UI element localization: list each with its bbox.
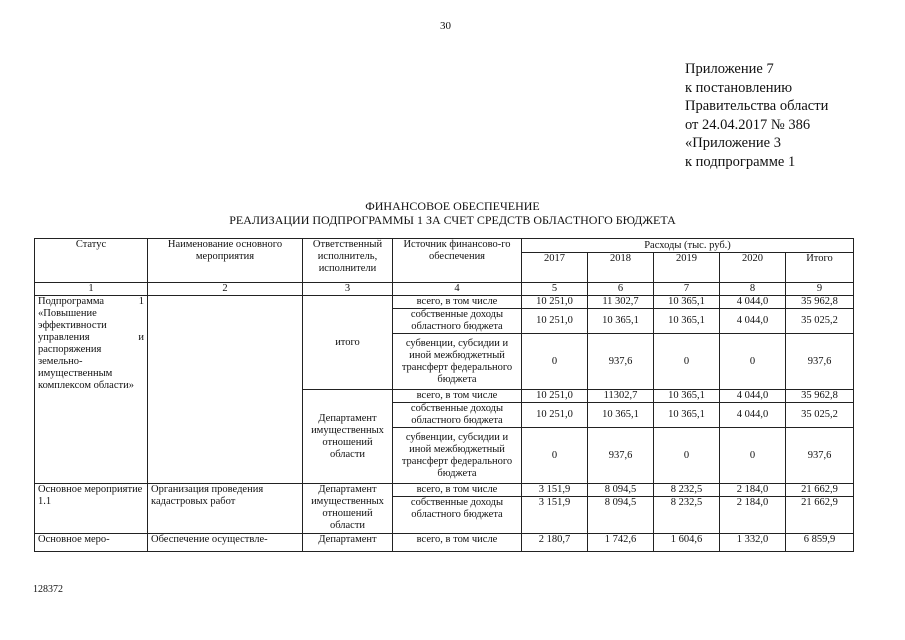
source-cell: всего, в том числе	[393, 484, 522, 497]
appendix-line: «Приложение 3	[685, 135, 781, 152]
column-number: 9	[786, 283, 854, 296]
measure-next-executor: Департамент	[303, 534, 393, 552]
appendix-block	[685, 60, 828, 172]
value-cell: 35 962,8	[786, 296, 854, 309]
source-cell: субвенции, субсидии и иной межбюджетный трансферт федерального бюджета	[393, 334, 522, 390]
value-cell: 3 151,9	[522, 484, 588, 497]
appendix-line: от 24.04.2017 № 386	[685, 116, 811, 133]
measure-next-status: Основное меро-	[35, 534, 148, 552]
value-cell: 0	[720, 334, 786, 390]
document-title: ФИНАНСОВОЕ ОБЕСПЕЧЕНИЕ	[365, 199, 540, 213]
column-number: 6	[588, 283, 654, 296]
value-cell: 4 044,0	[720, 390, 786, 403]
executor-department: Департамент имущественных отношений области	[303, 390, 393, 484]
appendix-line: Приложение 7	[685, 61, 774, 77]
value-cell: 0	[654, 428, 720, 484]
value-cell: 0	[720, 428, 786, 484]
appendix-line: к постановлению	[685, 79, 793, 96]
value-cell: 10 365,1	[654, 403, 720, 428]
value-cell: 10 251,0	[522, 309, 588, 334]
value-cell: 0	[654, 334, 720, 390]
header-total: Итого	[786, 253, 854, 283]
subprogram-status: Подпрограмма 1 «Повышение эффективности управления и распоряжения земельно-имущественным комплексом области»	[35, 296, 148, 484]
value-cell: 4 044,0	[720, 403, 786, 428]
value-cell: 3 151,9	[522, 497, 588, 534]
column-number: 5	[522, 283, 588, 296]
header-year-2018: 2018	[588, 253, 654, 283]
financing-table	[34, 238, 854, 552]
source-cell: всего, в том числе	[393, 390, 522, 403]
header-year-2017: 2017	[522, 253, 588, 283]
source-cell: собственные доходы областного бюджета	[393, 497, 522, 534]
document-subtitle: РЕАЛИЗАЦИИ ПОДПРОГРАММЫ 1 ЗА СЧЕТ СРЕДСТВ ОБЛАСТНОГО БЮДЖЕТА	[229, 213, 676, 227]
value-cell: 2 180,7	[522, 534, 588, 552]
value-cell: 1 604,6	[654, 534, 720, 552]
column-number: 3	[303, 283, 393, 296]
footer-code: 128372	[33, 584, 63, 595]
value-cell: 11 302,7	[588, 296, 654, 309]
value-cell: 1 332,0	[720, 534, 786, 552]
header-expenses: Расходы (тыс. руб.)	[522, 239, 854, 253]
measure-1-1-name: Организация проведения кадастровых работ	[148, 484, 303, 534]
header-source: Источник финансово-го обеспечения	[393, 239, 522, 283]
source-cell: собственные доходы областного бюджета	[393, 309, 522, 334]
value-cell: 1 742,6	[588, 534, 654, 552]
value-cell: 2 184,0	[720, 497, 786, 534]
executor-total: итого	[303, 296, 393, 390]
value-cell: 6 859,9	[786, 534, 854, 552]
value-cell: 4 044,0	[720, 296, 786, 309]
column-number: 7	[654, 283, 720, 296]
source-cell: всего, в том числе	[393, 534, 522, 552]
page-number: 30	[440, 20, 451, 32]
value-cell: 937,6	[786, 334, 854, 390]
source-cell: всего, в том числе	[393, 296, 522, 309]
value-cell: 35 962,8	[786, 390, 854, 403]
value-cell: 11302,7	[588, 390, 654, 403]
measure-next-name: Обеспечение осуществле-	[148, 534, 303, 552]
value-cell: 937,6	[588, 334, 654, 390]
value-cell: 10 365,1	[588, 309, 654, 334]
value-cell: 937,6	[786, 428, 854, 484]
value-cell: 21 662,9	[786, 484, 854, 497]
value-cell: 10 251,0	[522, 390, 588, 403]
value-cell: 4 044,0	[720, 309, 786, 334]
value-cell: 8 094,5	[588, 497, 654, 534]
source-cell: субвенции, субсидии и иной межбюджетный трансферт федерального бюджета	[393, 428, 522, 484]
header-status: Статус	[35, 239, 148, 283]
value-cell: 35 025,2	[786, 403, 854, 428]
header-year-2020: 2020	[720, 253, 786, 283]
value-cell: 0	[522, 334, 588, 390]
value-cell: 2 184,0	[720, 484, 786, 497]
value-cell: 10 365,1	[654, 296, 720, 309]
column-number: 1	[35, 283, 148, 296]
value-cell: 10 365,1	[588, 403, 654, 428]
value-cell: 0	[522, 428, 588, 484]
value-cell: 10 365,1	[654, 390, 720, 403]
header-executor: Ответственный исполнитель, исполнители	[303, 239, 393, 283]
value-cell: 35 025,2	[786, 309, 854, 334]
measure-1-1-status: Основное мероприятие 1.1	[35, 484, 148, 534]
column-number: 8	[720, 283, 786, 296]
value-cell: 10 251,0	[522, 403, 588, 428]
measure-1-1-executor: Департамент имущественных отношений области	[303, 484, 393, 534]
value-cell: 937,6	[588, 428, 654, 484]
value-cell: 8 232,5	[654, 497, 720, 534]
value-cell: 8 232,5	[654, 484, 720, 497]
subprogram-measure-empty	[148, 296, 303, 484]
value-cell: 21 662,9	[786, 497, 854, 534]
source-cell: собственные доходы областного бюджета	[393, 403, 522, 428]
column-number: 2	[148, 283, 303, 296]
value-cell: 10 251,0	[522, 296, 588, 309]
appendix-line: Правительства области	[685, 98, 829, 115]
appendix-line: к подпрограмме 1	[685, 153, 796, 170]
header-year-2019: 2019	[654, 253, 720, 283]
header-measure: Наименование основного мероприятия	[148, 239, 303, 283]
column-number: 4	[393, 283, 522, 296]
value-cell: 10 365,1	[654, 309, 720, 334]
value-cell: 8 094,5	[588, 484, 654, 497]
